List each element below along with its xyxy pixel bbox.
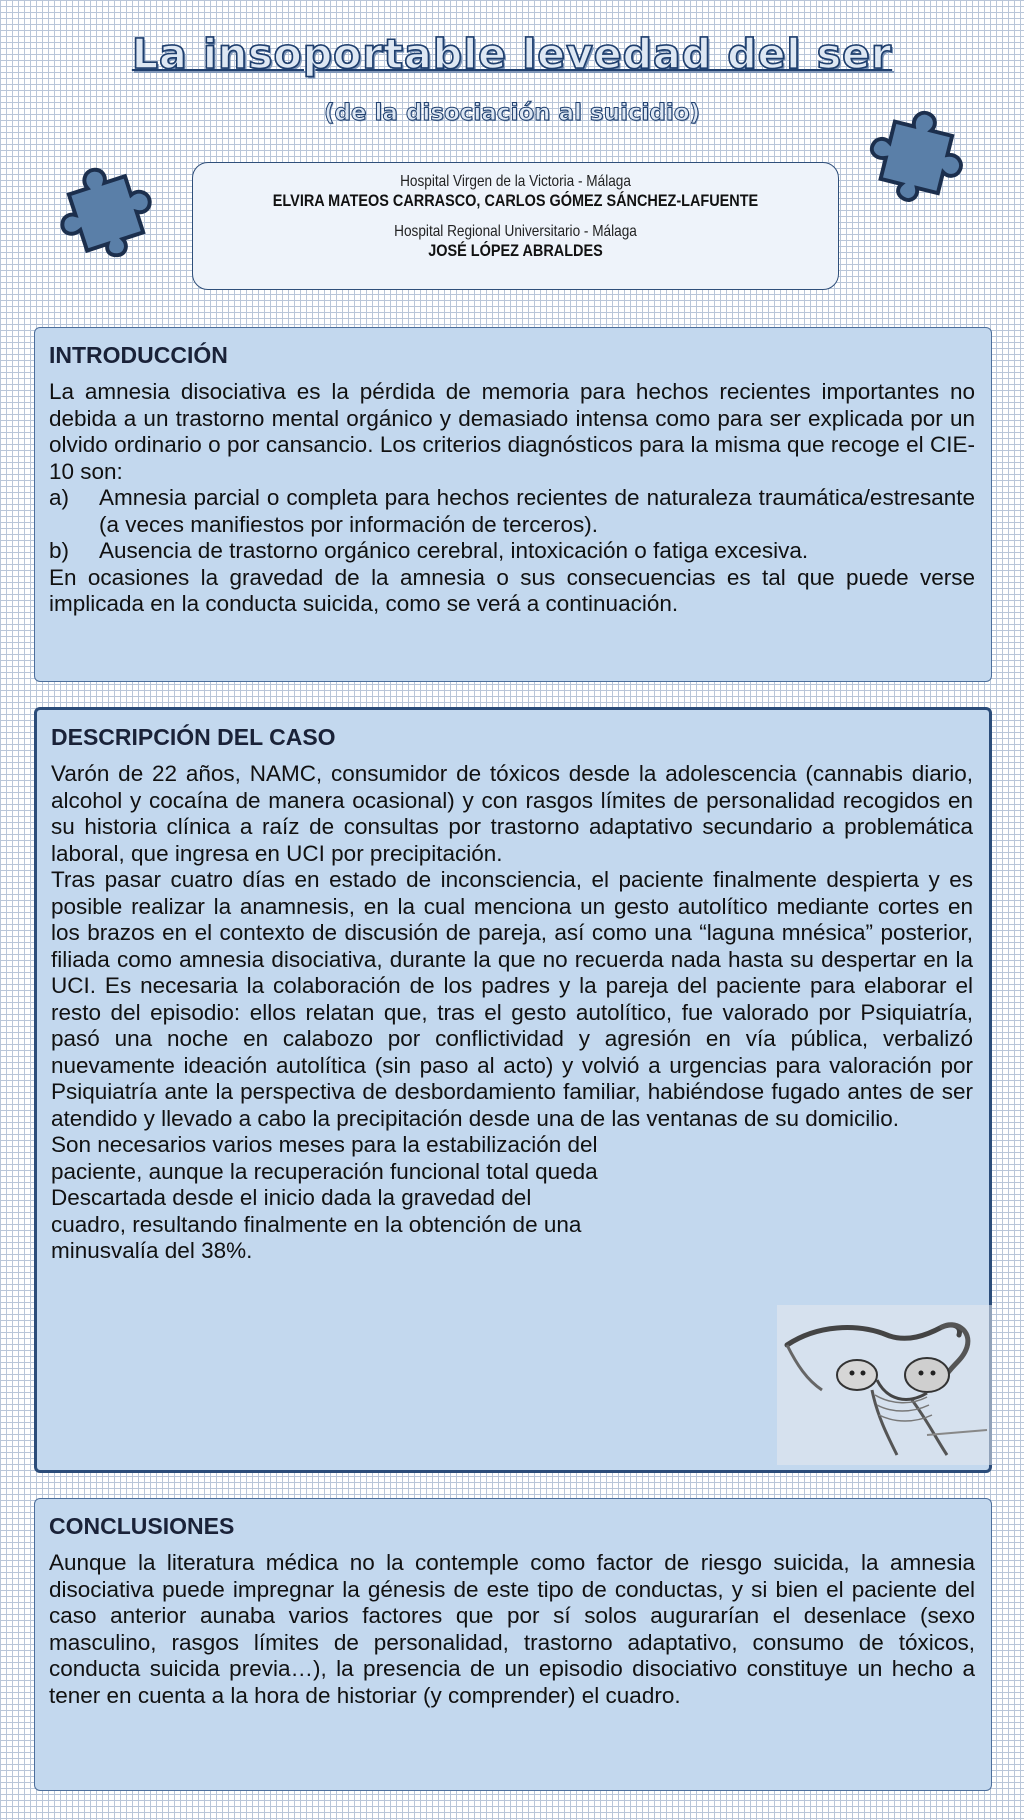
poster-subtitle: (de la disociación al suicidio): [323, 100, 701, 126]
list-text: Ausencia de trastorno orgánico cerebral, intoxicación o fatiga excesiva.: [99, 538, 809, 563]
text-line: paciente, aunque la recuperación funcional total queda: [51, 1158, 598, 1184]
distorted-figure-drawing: [777, 1305, 992, 1465]
hospital-name: Hospital Virgen de la Victoria - Málaga: [400, 173, 631, 190]
paragraph: Varón de 22 años, NAMC, consumidor de tóxicos desde la adolescencia (cannabis diario, alcohol y cocaína de manera ocasional) y con rasgos límites de personalidad recogidos en su historia clínica a raíz de consultas por trastorno adaptativo secundario a problemática laboral, que ingresa en UCI por precipitación.: [51, 761, 973, 866]
hospital-name: Hospital Regional Universitario - Málaga: [394, 223, 637, 240]
authors-box: [192, 162, 839, 290]
paragraph: [51, 1132, 706, 1265]
text-line: minusvalía del 38%.: [51, 1238, 253, 1263]
paragraph: Tras pasar cuatro días en estado de inconsciencia, el paciente finalmente despierta y es posible realizar la anamnesis, en la cual menciona un gesto autolítico mediante cortes en los brazos en el contexto de discusión de pareja, así como una “laguna mnésica” posterior, filiada como amnesia disociativa, durante la que no recuerda nada hasta su despertar en la UCI. Es necesaria la colaboración de los padres y la pareja del paciente para elaborar el resto del episodio: ellos relatan que, tras el gesto autolítico, fue valorado por Psiquiatría, pasó una noche en calabozo por conflictividad y agresión en vía pública, verbalizó nuevamente ideación autolítica (sin paso al acto) y volvió a urgencias para valoración por Psiquiatría ante la perspectiva de desbordamiento familiar, habiéndose fugado antes de ser atendido y llevado a cabo la precipitación desde una de las ventanas de su domicilio.: [51, 867, 973, 1131]
list-marker: a): [49, 485, 70, 510]
text-line: Son necesarios varios meses para la estabilización del: [51, 1132, 598, 1157]
case-description-section: [34, 707, 992, 1473]
section-heading: DESCRIPCIÓN DEL CASO: [51, 724, 336, 750]
conclusions-section: [34, 1498, 992, 1791]
section-heading: CONCLUSIONES: [49, 1513, 235, 1539]
poster-title: La insoportable levedad del ser: [131, 30, 893, 78]
list-marker: b): [49, 538, 70, 563]
list-item: [49, 538, 975, 565]
puzzle-piece-icon: [48, 155, 166, 265]
text-line: Descartada desde el inicio dada la gravedad del: [51, 1185, 532, 1210]
paragraph: Aunque la literatura médica no la contemple como factor de riesgo suicida, la amnesia disociativa puede impregnar la génesis de este tipo de conductas, y si bien el paciente del caso anterior aunaba varios factores que por sí solos augurarían el desenlace (sexo masculino, rasgos límites de personalidad, trastorno adaptativo, consumo de tóxicos, conducta suicida previa…), la presencia de un episodio disociativo constituye un hecho a tener en cuenta a la hora de historiar (y comprender) el cuadro.: [49, 1550, 975, 1708]
paragraph: En ocasiones la gravedad de la amnesia o sus consecuencias es tal que puede verse implicada en la conducta suicida, como se verá a continuación.: [49, 564, 975, 616]
list-text: Amnesia parcial o completa para hechos recientes de naturaleza traumática/estresante (a veces manifiestos por información de terceros).: [99, 485, 975, 537]
introduction-section: [34, 327, 992, 682]
list-item: [49, 485, 975, 538]
author-names: ELVIRA MATEOS CARRASCO, CARLOS GÓMEZ SÁNCHEZ-LAFUENTE: [272, 191, 759, 210]
puzzle-piece-icon: [860, 100, 978, 210]
section-heading: INTRODUCCIÓN: [49, 342, 228, 368]
text-line: cuadro, resultando finalmente en la obtención de una: [51, 1211, 582, 1237]
paragraph: La amnesia disociativa es la pérdida de memoria para hechos recientes importantes no debida a un trastorno mental orgánico y demasiado intensa como para ser explicada por un olvido ordinario o por cansancio. Los criterios diagnósticos para la misma que recoge el CIE-10 son:: [49, 379, 975, 484]
author-names: JOSÉ LÓPEZ ABRALDES: [428, 241, 603, 260]
